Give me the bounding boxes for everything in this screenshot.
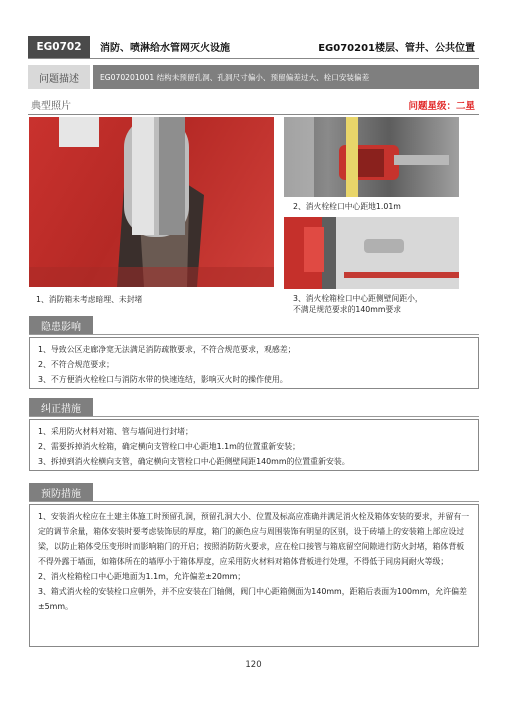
problem-label: 问题描述 xyxy=(28,65,90,89)
photo-caption-1: 1、消防箱未考虑暗埋、未封堵 xyxy=(36,295,143,304)
hazard-item: 3、不方便消火栓栓口与消防水带的快速连结，影响灭火时的操作使用。 xyxy=(38,375,288,384)
prevention-item: 2、消火栓箱栓口中心距地面为1.1m，允许偏差±20mm； xyxy=(38,572,246,581)
system-title: 消防、喷淋给水管网灭火设施 xyxy=(100,43,230,54)
hazard-item: 1、导致公区走廊净宽无法满足消防疏散要求，不符合规范要求，观感差； xyxy=(38,345,296,354)
item-code: EG0702 xyxy=(28,36,90,58)
photo-caption-3 xyxy=(293,293,478,315)
hazard-item: 2、不符合规范要求； xyxy=(38,360,115,369)
sub-title: EG070201楼层、管井、公共位置 xyxy=(318,43,475,54)
problem-star-rating: 问题星级：二星 xyxy=(408,100,475,112)
correction-section-title: 纠正措施 xyxy=(29,398,93,417)
photos-label: 典型照片 xyxy=(31,101,71,112)
prevention-item: 1、安装消火栓应在土建主体施工时预留孔洞，预留孔洞大小、位置及标高应准确并满足消火栓及箱体安装的要求，并留有一定的调节余量，箱体安装时要考虑装饰层的厚度，箱门的颜色应与周围装饰有明显的区别，设于砖墙上的安装箱上部应设过梁，以防止箱体受压变形时而影响箱门的开启；按照消防防火要求，应在栓口接管与箱底留空间隙进行防火封堵，箱体背板不得外露于墙面，如箱体所在的墙厚小于箱体厚度，应采用防火材料对箱体背板进行处理，不得低于同房间耐火等级； xyxy=(38,512,470,566)
correction-item: 1、采用防火材料对箱、管与墙间进行封堵； xyxy=(38,427,193,436)
hazard-box xyxy=(29,337,479,389)
photo-hydrant-outlet-height xyxy=(284,117,459,197)
prevention-box xyxy=(29,504,479,647)
correction-item: 3、拆掉到消火栓横向支管，确定横向支管栓口中心距侧壁间距140mm的位置重新安装。 xyxy=(38,457,350,466)
page-header xyxy=(28,35,479,59)
correction-item: 2、需要拆掉消火栓箱，确定横向支管栓口中心距地1.1m的位置重新安装； xyxy=(38,442,300,451)
correction-divider xyxy=(29,416,479,417)
photo-caption-2: 2、消火栓栓口中心距地1.01m xyxy=(293,202,401,211)
photo-caption-3-line-2: 不满足规范要求的140mm要求 xyxy=(293,305,402,314)
prevention-item: 3、箱式消火栓的安装栓口应朝外，并不应安装在门轴侧，阀门中心距箱侧面为140mm，距箱后表面为100mm，允许偏差±5mm。 xyxy=(38,587,467,611)
photo-fire-box-pipe xyxy=(29,117,274,287)
photo-caption-3-line-1: 3、消火栓箱栓口中心距侧壁间距小， xyxy=(293,294,423,303)
page-number: 120 xyxy=(245,660,262,670)
problem-description-row xyxy=(28,65,479,89)
photo-hydrant-side-distance xyxy=(284,217,459,289)
correction-box xyxy=(29,419,479,471)
problem-text: EG070201001 结构未预留孔洞、孔洞尺寸偏小、预留偏差过大、栓口安装偏差 xyxy=(93,65,479,89)
hazard-section-title: 隐患影响 xyxy=(29,316,93,335)
typical-photos-bar xyxy=(28,95,479,115)
prevention-section-title: 预防措施 xyxy=(29,483,93,502)
prevention-divider xyxy=(29,501,479,502)
hazard-divider xyxy=(29,334,479,335)
